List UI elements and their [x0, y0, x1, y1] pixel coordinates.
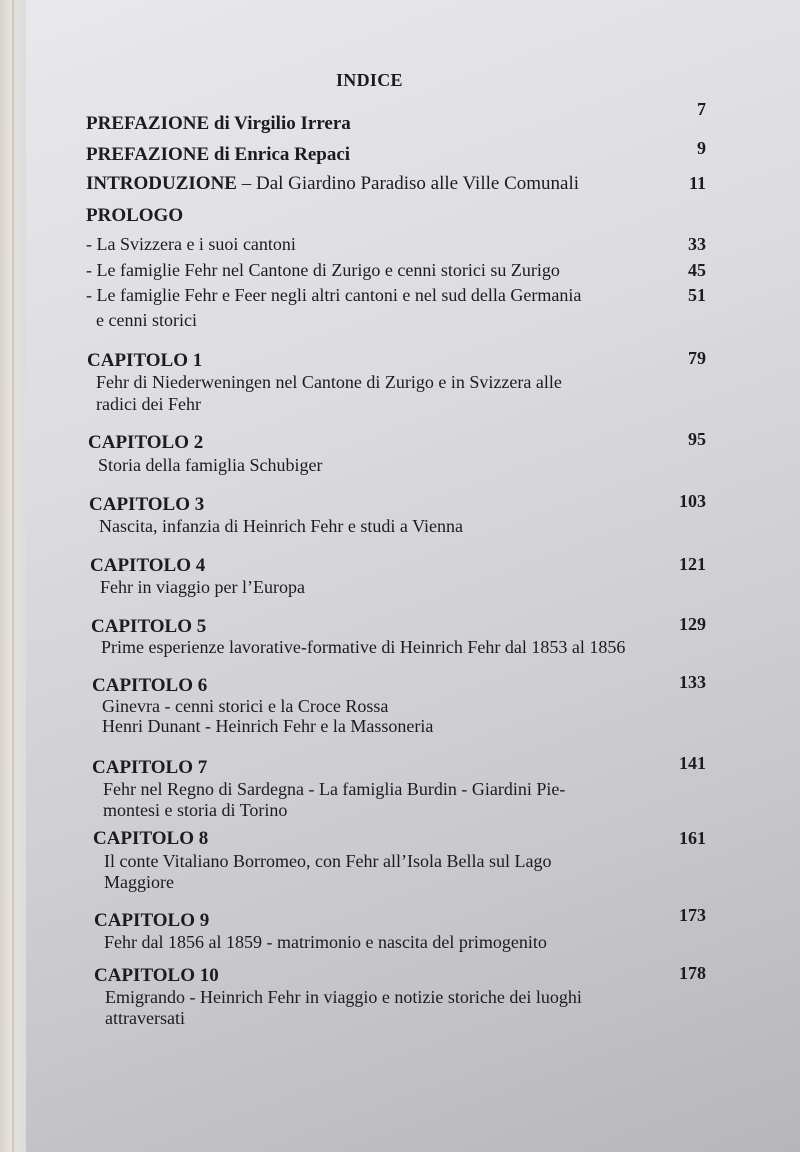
- toc-entry-line: Fehr dal 1856 al 1859 - matrimonio e nascita del primogenito: [104, 932, 547, 952]
- page-number: 129: [679, 614, 706, 634]
- page-number: 178: [679, 963, 706, 983]
- toc-entry-line: Maggiore: [104, 872, 174, 892]
- page-number: 95: [688, 429, 706, 449]
- toc-entry-line: attraversati: [105, 1008, 185, 1028]
- toc-heading-capitolo-8: CAPITOLO 8: [93, 828, 209, 849]
- toc-entry-line: Fehr in viaggio per l’Europa: [100, 577, 305, 597]
- toc-entry-line: Emigrando - Heinrich Fehr in viaggio e notizie storiche dei luoghi: [105, 987, 582, 1007]
- toc-entry-line: montesi e storia di Torino: [103, 800, 288, 820]
- index-title: INDICE: [336, 70, 403, 90]
- page-number: 79: [688, 348, 706, 368]
- toc-entry-line: Fehr nel Regno di Sardegna - La famiglia Burdin - Giardini Pie-: [103, 779, 566, 799]
- page-number: 51: [688, 285, 706, 305]
- toc-entry-introduzione: [86, 173, 579, 195]
- toc-entry-line: - Le famiglie Fehr nel Cantone di Zurigo e cenni storici su Zurigo: [86, 260, 560, 280]
- entry-heading: INTRODUZIONE: [86, 173, 237, 194]
- toc-entry-line: - La Svizzera e i suoi cantoni: [86, 234, 296, 254]
- toc-entry-line: Il conte Vitaliano Borromeo, con Fehr all’Isola Bella sul Lago: [104, 851, 552, 871]
- toc-heading-capitolo-6: CAPITOLO 6: [92, 675, 208, 696]
- entry-heading: PREFAZIONE: [86, 113, 210, 134]
- page-number: 173: [679, 905, 706, 925]
- toc-entry-line: Henri Dunant - Heinrich Fehr e la Massoneria: [102, 716, 434, 736]
- toc-entry-line: Nascita, infanzia di Heinrich Fehr e studi a Vienna: [99, 516, 463, 536]
- toc-entry-line: Prime esperienze lavorative-formative di Heinrich Fehr dal 1853 al 1856: [101, 637, 626, 657]
- entry-subtitle: di Virgilio Irrera: [209, 113, 351, 134]
- page-number: 121: [679, 554, 706, 574]
- page-number: 7: [697, 99, 706, 119]
- toc-entry-line: Ginevra - cenni storici e la Croce Rossa: [102, 696, 389, 716]
- toc-heading-capitolo-10: CAPITOLO 10: [94, 965, 219, 986]
- page-number: 133: [679, 672, 706, 692]
- toc-entry-line: Storia della famiglia Schubiger: [98, 455, 323, 475]
- toc-entry-prefazione-irrera: [86, 113, 351, 135]
- page-number: 103: [679, 491, 706, 511]
- toc-heading-capitolo-3: CAPITOLO 3: [89, 494, 205, 515]
- page-number: 161: [679, 828, 706, 848]
- entry-subtitle: – Dal Giardino Paradiso alle Ville Comunali: [236, 173, 580, 194]
- toc-heading-capitolo-4: CAPITOLO 4: [90, 555, 206, 576]
- toc-heading-capitolo-7: CAPITOLO 7: [92, 757, 208, 778]
- toc-heading-capitolo-2: CAPITOLO 2: [88, 432, 204, 453]
- toc-heading-capitolo-9: CAPITOLO 9: [94, 910, 210, 931]
- toc-entry-prefazione-repaci: [86, 144, 350, 166]
- page-number: 45: [688, 260, 706, 280]
- toc-entry-line: Fehr di Niederweningen nel Cantone di Zurigo e in Svizzera alle: [96, 372, 562, 392]
- toc-heading-capitolo-1: CAPITOLO 1: [87, 350, 203, 371]
- entry-heading: PREFAZIONE: [86, 144, 210, 165]
- toc-heading-prologo: PROLOGO: [86, 205, 184, 226]
- entry-subtitle: di Enrica Repaci: [209, 144, 351, 165]
- toc-entry-line: - Le famiglie Fehr e Feer negli altri cantoni e nel sud della Germania: [86, 285, 582, 305]
- page-number: 11: [688, 173, 706, 193]
- page-number: 141: [679, 753, 706, 773]
- toc-entry-line: e cenni storici: [96, 310, 197, 330]
- toc-heading-capitolo-5: CAPITOLO 5: [91, 616, 207, 637]
- page-number: 33: [688, 234, 706, 254]
- page-number: 9: [697, 138, 706, 158]
- toc-entry-line: radici dei Fehr: [96, 394, 201, 414]
